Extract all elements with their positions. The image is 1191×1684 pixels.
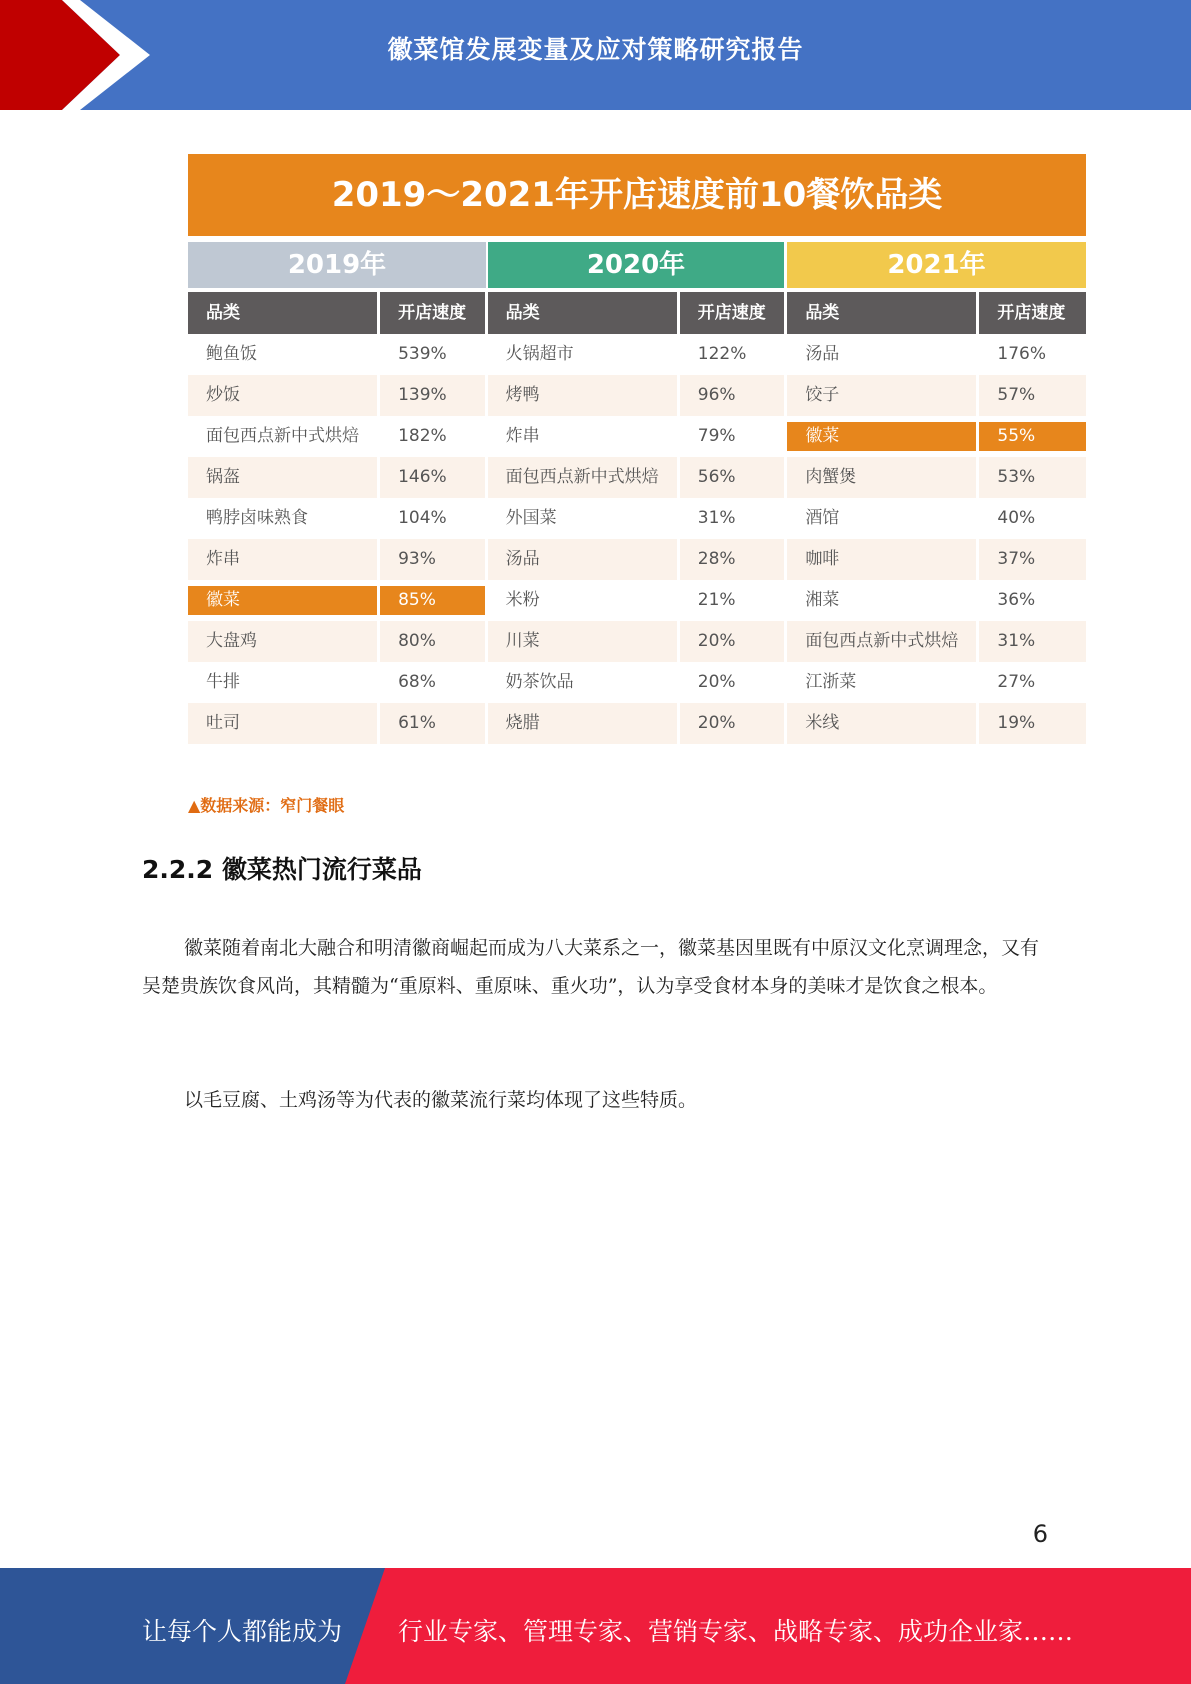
table-row (188, 375, 1086, 416)
category-cell: 面包西点新中式烘焙 (488, 457, 677, 498)
speed-cell: 61% (380, 703, 485, 744)
speed-cell: 27% (979, 662, 1086, 703)
category-cell: 外国菜 (488, 498, 677, 539)
speed-cell: 104% (380, 498, 485, 539)
speed-cell: 36% (979, 580, 1086, 621)
category-cell: 咖啡 (787, 539, 976, 580)
page-header (0, 0, 1191, 110)
table-row (188, 621, 1086, 662)
speed-cell: 53% (979, 457, 1086, 498)
category-cell: 炸串 (188, 539, 377, 580)
table-title: 2019～2021年开店速度前10餐饮品类 (188, 154, 1086, 236)
table-row (188, 580, 1086, 621)
speed-cell: 31% (680, 498, 785, 539)
category-cell: 湘菜 (787, 580, 976, 621)
speed-cell: 20% (680, 703, 785, 744)
table-row (188, 457, 1086, 498)
report-title: 徽菜馆发展变量及应对策略研究报告 (387, 35, 804, 64)
speed-cell: 31% (979, 621, 1086, 662)
speed-cell: 539% (380, 334, 485, 375)
column-header-speed: 开店速度 (979, 292, 1086, 334)
speed-cell: 19% (979, 703, 1086, 744)
speed-cell: 182% (380, 416, 485, 457)
speed-cell: 56% (680, 457, 785, 498)
speed-cell: 57% (979, 375, 1086, 416)
category-cell: 火锅超市 (488, 334, 677, 375)
speed-cell: 79% (680, 416, 785, 457)
category-cell: 汤品 (787, 334, 976, 375)
year-header-row (188, 242, 1086, 288)
year-2020-header: 2020年 (488, 242, 784, 288)
category-cell: 烧腊 (488, 703, 677, 744)
data-source-note: ▲数据来源：窄门餐眼 (188, 796, 345, 815)
speed-cell: 122% (680, 334, 785, 375)
category-cell: 大盘鸡 (188, 621, 377, 662)
table-body (188, 334, 1086, 744)
category-cell: 鸭脖卤味熟食 (188, 498, 377, 539)
category-cell: 面包西点新中式烘焙 (188, 416, 377, 457)
footer-slogan-left: 让每个人都能成为 (142, 1617, 343, 1646)
category-cell: 奶茶饮品 (488, 662, 677, 703)
category-cell: 烤鸭 (488, 375, 677, 416)
speed-cell: 80% (380, 621, 485, 662)
column-header-row (188, 292, 1086, 334)
category-cell: 锅盔 (188, 457, 377, 498)
speed-cell: 21% (680, 580, 785, 621)
speed-cell: 37% (979, 539, 1086, 580)
column-header-category: 品类 (488, 292, 677, 334)
table-row (188, 416, 1086, 457)
category-cell: 面包西点新中式烘焙 (787, 621, 976, 662)
table-row (188, 662, 1086, 703)
column-header-category: 品类 (188, 292, 377, 334)
category-cell: 吐司 (188, 703, 377, 744)
ranking-table (188, 154, 1086, 744)
category-cell: 江浙菜 (787, 662, 976, 703)
speed-cell: 139% (380, 375, 485, 416)
category-cell: 酒馆 (787, 498, 976, 539)
category-cell: 米线 (787, 703, 976, 744)
category-cell: 饺子 (787, 375, 976, 416)
category-cell: 鲍鱼饭 (188, 334, 377, 375)
category-cell: 徽菜 (188, 586, 377, 615)
footer-slogan-right: 行业专家、管理专家、营销专家、战略专家、成功企业家…… (398, 1617, 1074, 1646)
column-header-speed: 开店速度 (380, 292, 485, 334)
speed-cell: 40% (979, 498, 1086, 539)
category-cell: 炸串 (488, 416, 677, 457)
category-cell: 肉蟹煲 (787, 457, 976, 498)
speed-cell: 55% (979, 422, 1086, 451)
speed-cell: 20% (680, 662, 785, 703)
category-cell: 川菜 (488, 621, 677, 662)
category-cell: 牛排 (188, 662, 377, 703)
table-row (188, 334, 1086, 375)
page-footer (0, 1568, 1191, 1684)
body-paragraph: 以毛豆腐、土鸡汤等为代表的徽菜流行菜均体现了这些特质。 (184, 1089, 698, 1111)
page-number: 6 (1032, 1520, 1048, 1548)
category-cell: 炒饭 (188, 375, 377, 416)
category-cell: 米粉 (488, 580, 677, 621)
speed-cell: 176% (979, 334, 1086, 375)
speed-cell: 96% (680, 375, 785, 416)
speed-cell: 85% (380, 586, 485, 615)
year-2021-header: 2021年 (787, 242, 1086, 288)
column-header-category: 品类 (787, 292, 976, 334)
speed-cell: 68% (380, 662, 485, 703)
speed-cell: 20% (680, 621, 785, 662)
table-row (188, 703, 1086, 744)
speed-cell: 28% (680, 539, 785, 580)
table-row (188, 539, 1086, 580)
column-header-speed: 开店速度 (680, 292, 785, 334)
year-2019-header: 2019年 (188, 242, 486, 288)
speed-cell: 146% (380, 457, 485, 498)
section-heading: 2.2.2 徽菜热门流行菜品 (142, 855, 422, 884)
body-paragraph: 徽菜随着南北大融合和明清徽商崛起而成为八大菜系之一，徽菜基因里既有中原汉文化烹调理念，又有吴楚贵族饮食风尚，其精髓为“重原料、重原味、重火功”，认为享受食材本身的美味才是饮食之根本。 (142, 937, 1040, 997)
category-cell: 汤品 (488, 539, 677, 580)
speed-cell: 93% (380, 539, 485, 580)
table-row (188, 498, 1086, 539)
category-cell: 徽菜 (787, 422, 976, 451)
